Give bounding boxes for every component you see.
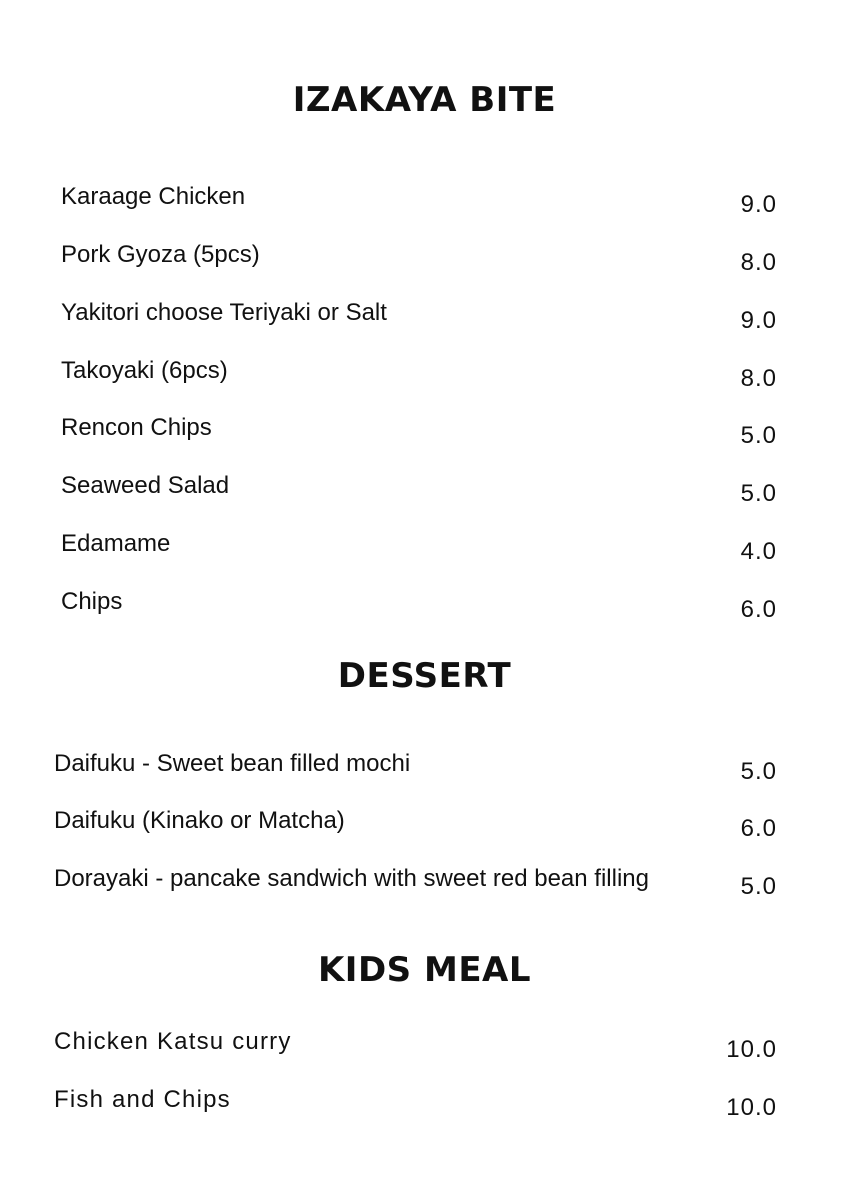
menu-item	[0, 864, 849, 904]
section-title-izakaya-bite: IZAKAYA BITE	[292, 80, 557, 120]
menu-item	[0, 806, 849, 846]
menu-item-name: Rencon Chips	[61, 414, 212, 441]
section-title-kids-meal: KIDS MEAL	[317, 950, 532, 990]
menu-item-price: 8.0	[740, 365, 777, 392]
menu-item-name: Pork Gyoza (5pcs)	[61, 241, 260, 268]
menu-item-name: Chicken Katsu curry	[54, 1028, 292, 1055]
menu-item-price: 9.0	[740, 191, 777, 218]
menu-item-price: 6.0	[740, 596, 777, 623]
menu-item-price: 5.0	[740, 480, 777, 507]
menu-item-price: 5.0	[740, 873, 777, 900]
menu-item	[0, 529, 849, 569]
menu-item-name: Seaweed Salad	[61, 472, 230, 499]
menu-item-name: Edamame	[61, 530, 171, 557]
menu-item-name: Dorayaki - pancake sandwich with sweet red bean filling	[54, 865, 649, 892]
menu-item	[0, 240, 849, 280]
menu-item	[0, 356, 849, 396]
menu-item	[0, 298, 849, 338]
menu-item	[0, 413, 849, 453]
menu-item-price: 5.0	[740, 758, 777, 785]
menu-item	[0, 749, 849, 789]
menu-item-name: Daifuku (Kinako or Matcha)	[54, 807, 345, 834]
menu-item-price: 4.0	[740, 538, 777, 565]
menu-item	[0, 471, 849, 511]
menu-item	[0, 587, 849, 627]
menu-item-name: Karaage Chicken	[61, 183, 246, 210]
section-title-dessert: DESSERT	[337, 656, 512, 696]
menu-item-price: 10.0	[726, 1036, 777, 1063]
menu-item-price: 5.0	[740, 422, 777, 449]
menu-item-name: Chips	[61, 588, 123, 615]
menu-item-name: Takoyaki (6pcs)	[61, 357, 228, 384]
menu-item-price: 6.0	[740, 815, 777, 842]
menu-item-price: 8.0	[740, 249, 777, 276]
menu-item-price: 10.0	[726, 1094, 777, 1121]
menu-item	[0, 1027, 849, 1067]
menu-item	[0, 182, 849, 222]
menu-item-name: Yakitori choose Teriyaki or Salt	[61, 299, 387, 326]
menu-item	[0, 1085, 849, 1125]
menu-item-name: Fish and Chips	[54, 1086, 231, 1113]
menu-item-price: 9.0	[740, 307, 777, 334]
menu-item-name: Daifuku - Sweet bean filled mochi	[54, 750, 411, 777]
